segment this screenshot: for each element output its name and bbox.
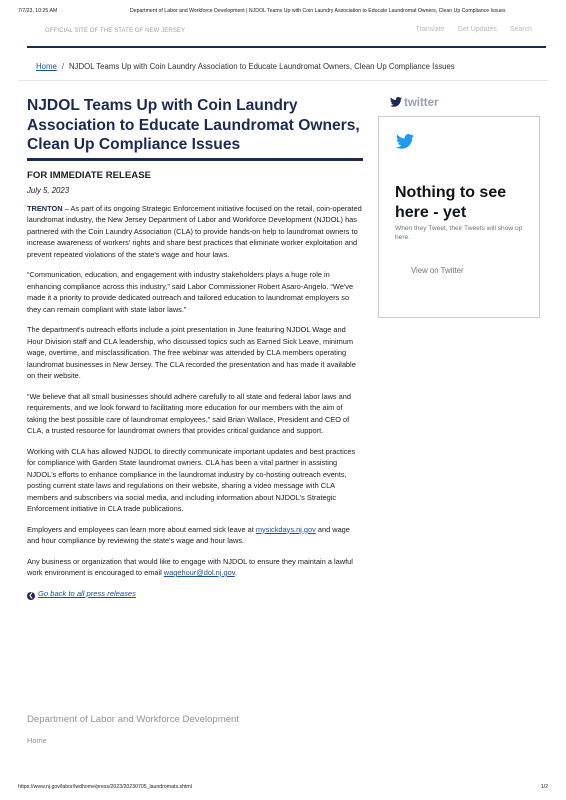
paragraph-4: “We believe that all small businesses should adhere carefully to all state and federal labor laws and requirements, and we look forward to facilitating more education for our members with the aim of taking the best possible care of laundromat employees,” said Brian Wallace, President and CEO of CLA, a trusted resource for laundromat owners that provides critical guidance and support. xyxy=(27,391,352,435)
twitter-heading xyxy=(390,97,439,109)
breadcrumb-separator: / xyxy=(61,62,64,71)
paragraph-7 xyxy=(27,556,363,579)
paragraph-6 xyxy=(27,524,363,547)
print-url: https://www.nj.gov/labor/lwdhome/press/2023/20230705_laundromats.shtml xyxy=(18,784,192,790)
translate-link[interactable]: Translate xyxy=(415,26,445,33)
paragraph-7-text-b: . xyxy=(234,568,237,577)
official-site-label: OFFICIAL SITE OF THE STATE OF NEW JERSEY xyxy=(45,28,186,34)
article xyxy=(27,96,363,600)
release-date: July 5, 2023 xyxy=(27,185,70,195)
search-link[interactable]: Search xyxy=(509,26,532,33)
arrow-left-circle-icon: ❮ xyxy=(28,592,34,599)
page-title: NJDOL Teams Up with Coin Laundry Association to Educate Laundromat Owners, Clean Up Compliance Issues xyxy=(27,96,363,161)
dateline: TRENTON xyxy=(27,203,63,213)
back-to-press-releases[interactable] xyxy=(27,589,363,600)
footer-department: Department of Labor and Workforce Development xyxy=(27,714,240,725)
get-updates-link[interactable]: Get Updates xyxy=(457,26,497,33)
print-timestamp: 7/7/23, 10:25 AM xyxy=(18,8,58,14)
print-document-title: Department of Labor and Workforce Development | NJDOL Teams Up with Coin Laundry Association to Educate Laundromat Owners, Clean Up Compliance Issues xyxy=(130,8,506,14)
top-links xyxy=(405,26,532,33)
empty-timeline-title: Nothing to see here - yet xyxy=(395,184,507,221)
wagehour-email-link[interactable]: wagehour@dol.nj.gov xyxy=(163,568,235,577)
paragraph-6-text-a: Employers and employees can learn more about earned sick leave at xyxy=(27,524,256,534)
paragraph-5: Working with CLA has allowed NJDOL to directly communicate important updates and best practices for compliance with Garden State laundromat owners. CLA has been a vital partner in assisting NJDOL's efforts to enhance compliance in the laundromat industry by co-hosting outreach events, posting current state laws and regulations on their website, sharing a video message with CLA members and subscribers via social media, and including information about NJDOL's Strategic Enforcement initiative in CLA trade publications. xyxy=(27,446,356,513)
top-bar xyxy=(27,22,546,48)
release-label: FOR IMMEDIATE RELEASE xyxy=(27,169,152,181)
paragraph-3: The department's outreach efforts include a joint presentation in June featuring NJDOL Wage and Hour Division staff and CLA leadership, who discussed topics such as Earned Sick Leave, minimum wage, overtime, and misclassification. The free webinar was attended by CLA members operating laundromat businesses in New Jersey. The CLA recorded the presentation and has made it available on their website. xyxy=(27,325,356,380)
breadcrumb-divider xyxy=(18,80,548,81)
twitter-heading-label: twitter xyxy=(404,97,439,109)
breadcrumb xyxy=(36,62,455,71)
paragraph-1 xyxy=(27,203,363,261)
breadcrumb-home-link[interactable]: Home xyxy=(36,62,57,71)
paragraph-6-text-b: and wage and hour compliance by reviewing the state's wage and hour laws. xyxy=(27,524,350,545)
paragraph-2: “Communication, education, and engagement with industry stakeholders plays a huge role in enhancing compliance across this industry,” said Labor Commissioner Robert Asaro-Angelo. “We've made it a priority to provide dedicated outreach and tailored education to laundromat employers so they can remain compliant with state labor laws.” xyxy=(27,270,354,314)
footer-home-link[interactable]: Home xyxy=(27,736,47,745)
breadcrumb-current: NJDOL Teams Up with Coin Laundry Association to Educate Laundromat Owners, Clean Up Compliance Issues xyxy=(68,62,455,71)
print-page-number: 1/2 xyxy=(540,784,548,790)
twitter-logo-icon xyxy=(396,134,414,149)
empty-timeline-text: When they Tweet, their Tweets will show up here. xyxy=(395,225,523,241)
view-on-twitter-link[interactable]: View on Twitter xyxy=(411,266,464,275)
paragraph-1-text: – As part of its ongoing Strategic Enforcement initiative focused on the retail, coin-operated laundromat industry, the New Jersey Department of Labor and Workforce Development (NJDOL) has partnered with the Coin Laundry Association (CLA) to provide hands-on help to laundromat owners to increase awareness of workers' rights and share best practices that eliminate worker exploitation and prevent repeated violations of the state's wage and hour laws. xyxy=(27,203,362,259)
back-link-label[interactable]: Go back to all press releases xyxy=(38,588,136,598)
twitter-timeline xyxy=(378,116,540,318)
article-body xyxy=(27,203,363,579)
paragraph-7-text-a: Any business or organization that would like to engage with NJDOL to ensure they maintain a lawful work environment is encouraged to email xyxy=(27,556,353,577)
mysickdays-link[interactable]: mysickdays.nj.gov xyxy=(255,524,316,534)
twitter-bird-icon xyxy=(390,97,402,107)
